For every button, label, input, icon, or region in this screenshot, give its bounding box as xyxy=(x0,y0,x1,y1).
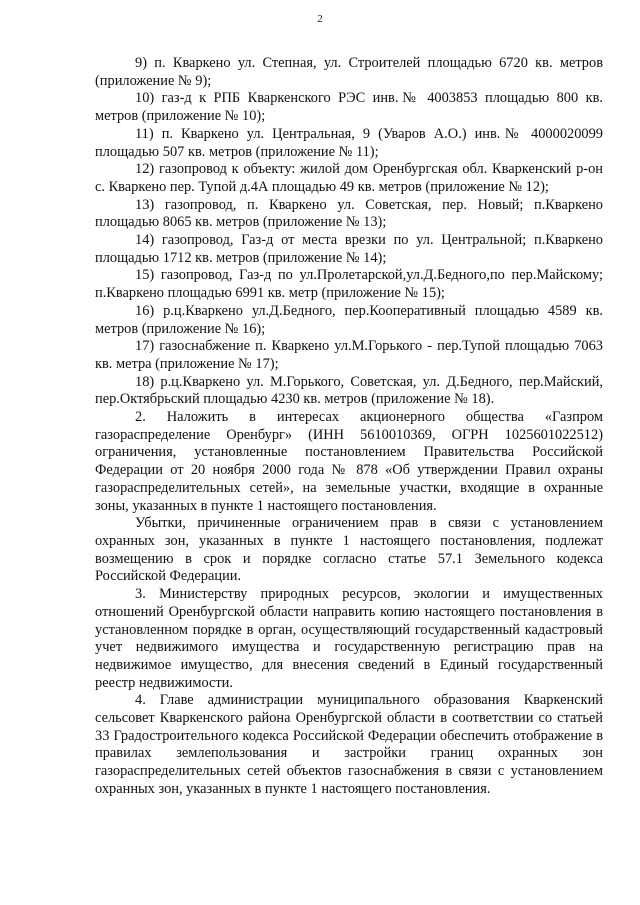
list-item-9: 9) п. Кваркено ул. Степная, ул. Строителей площадью 6720 кв. метров (приложение № 9); xyxy=(95,55,603,89)
page-number: 2 xyxy=(317,13,323,25)
clause-2-losses: Убытки, причиненные ограничением прав в связи с установлением охранных зон, указанных в пункте 1 настоящего постановления, подлежат возмещению в срок и порядке согласно статье 57.1 Земельного кодекса Российской Федерации. xyxy=(95,515,603,585)
document-body xyxy=(95,55,603,799)
list-item-15: 15) газопровод, Газ-д по ул.Пролетарской,ул.Д.Бедного,по пер.Майскому; п.Кваркено площадью 6991 кв. метр (приложение № 15); xyxy=(95,267,603,302)
list-item-17: 17) газоснабжение п. Кваркено ул.М.Горького - пер.Тупой площадью 7063 кв. метра (приложение № 17); xyxy=(95,338,603,372)
list-item-13: 13) газопровод, п. Кваркено ул. Советская, пер. Новый; п.Кваркено площадью 8065 кв. метров (приложение № 13); xyxy=(95,196,603,231)
clause-4-administration: 4. Главе администрации муниципального образования Кваркенский сельсовет Кваркенского района Оренбургской области в соответствии со статьей 33 Градостроительного кодекса Российской Федерации обеспечить отображение в правилах землепользования и застройки границ охранных зон газораспределительных сетей объектов газоснабжения в связи с установлением охранных зон, указанных в пункте 1 настоящего постановления. xyxy=(95,692,603,797)
list-item-16: 16) р.ц.Кваркено ул.Д.Бедного, пер.Кооперативный площадью 4589 кв. метров (приложение № 16); xyxy=(95,302,603,337)
list-item-14: 14) газопровод, Газ-д от места врезки по ул. Центральной; п.Кваркено площадью 1712 кв. метров (приложение № 14); xyxy=(95,232,603,266)
list-item-12: 12) газопровод к объекту: жилой дом Оренбургская обл. Кваркенский р-он с. Кваркено пер. Тупой д.4А площадью 49 кв. метров (приложение № 12); xyxy=(95,161,603,195)
list-item-10: 10) газ-д к РПБ Кваркенского РЭС инв.№ 4003853 площадью 800 кв. метров (приложение № 10); xyxy=(95,90,603,125)
list-item-11: 11) п. Кваркено ул. Центральная, 9 (Уваров А.О.) инв.№ 4000020099 площадью 507 кв. метров (приложение № 11); xyxy=(95,125,603,160)
clause-2-restrictions: 2. Наложить в интересах акционерного общества «Газпром газораспределение Оренбург» (ИНН 5610010369, ОГРН 1025601022512) ограничения, установленные постановлением Правительства Российской Федерации от 20 ноября 2000 года № 878 «Об утверждении Правил охраны газораспределительных сетей», на земельные участки, входящие в охранные зоны, указанных в пункте 1 настоящего постановления. xyxy=(95,409,603,514)
list-item-18: 18) р.ц.Кваркено ул. М.Горького, Советская, ул. Д.Бедного, пер.Майский, пер.Октябрьский площадью 4230 кв. метров (приложение № 18). xyxy=(95,373,603,408)
clause-3-ministry: 3. Министерству природных ресурсов, экологии и имущественных отношений Оренбургской области направить копию настоящего постановления в установленном порядке в орган, осуществляющий государственный кадастровый учет недвижимого имущества и государственную регистрацию прав на недвижимое имущество, для внесения сведений в Единый государственный реестр недвижимости. xyxy=(95,586,603,691)
